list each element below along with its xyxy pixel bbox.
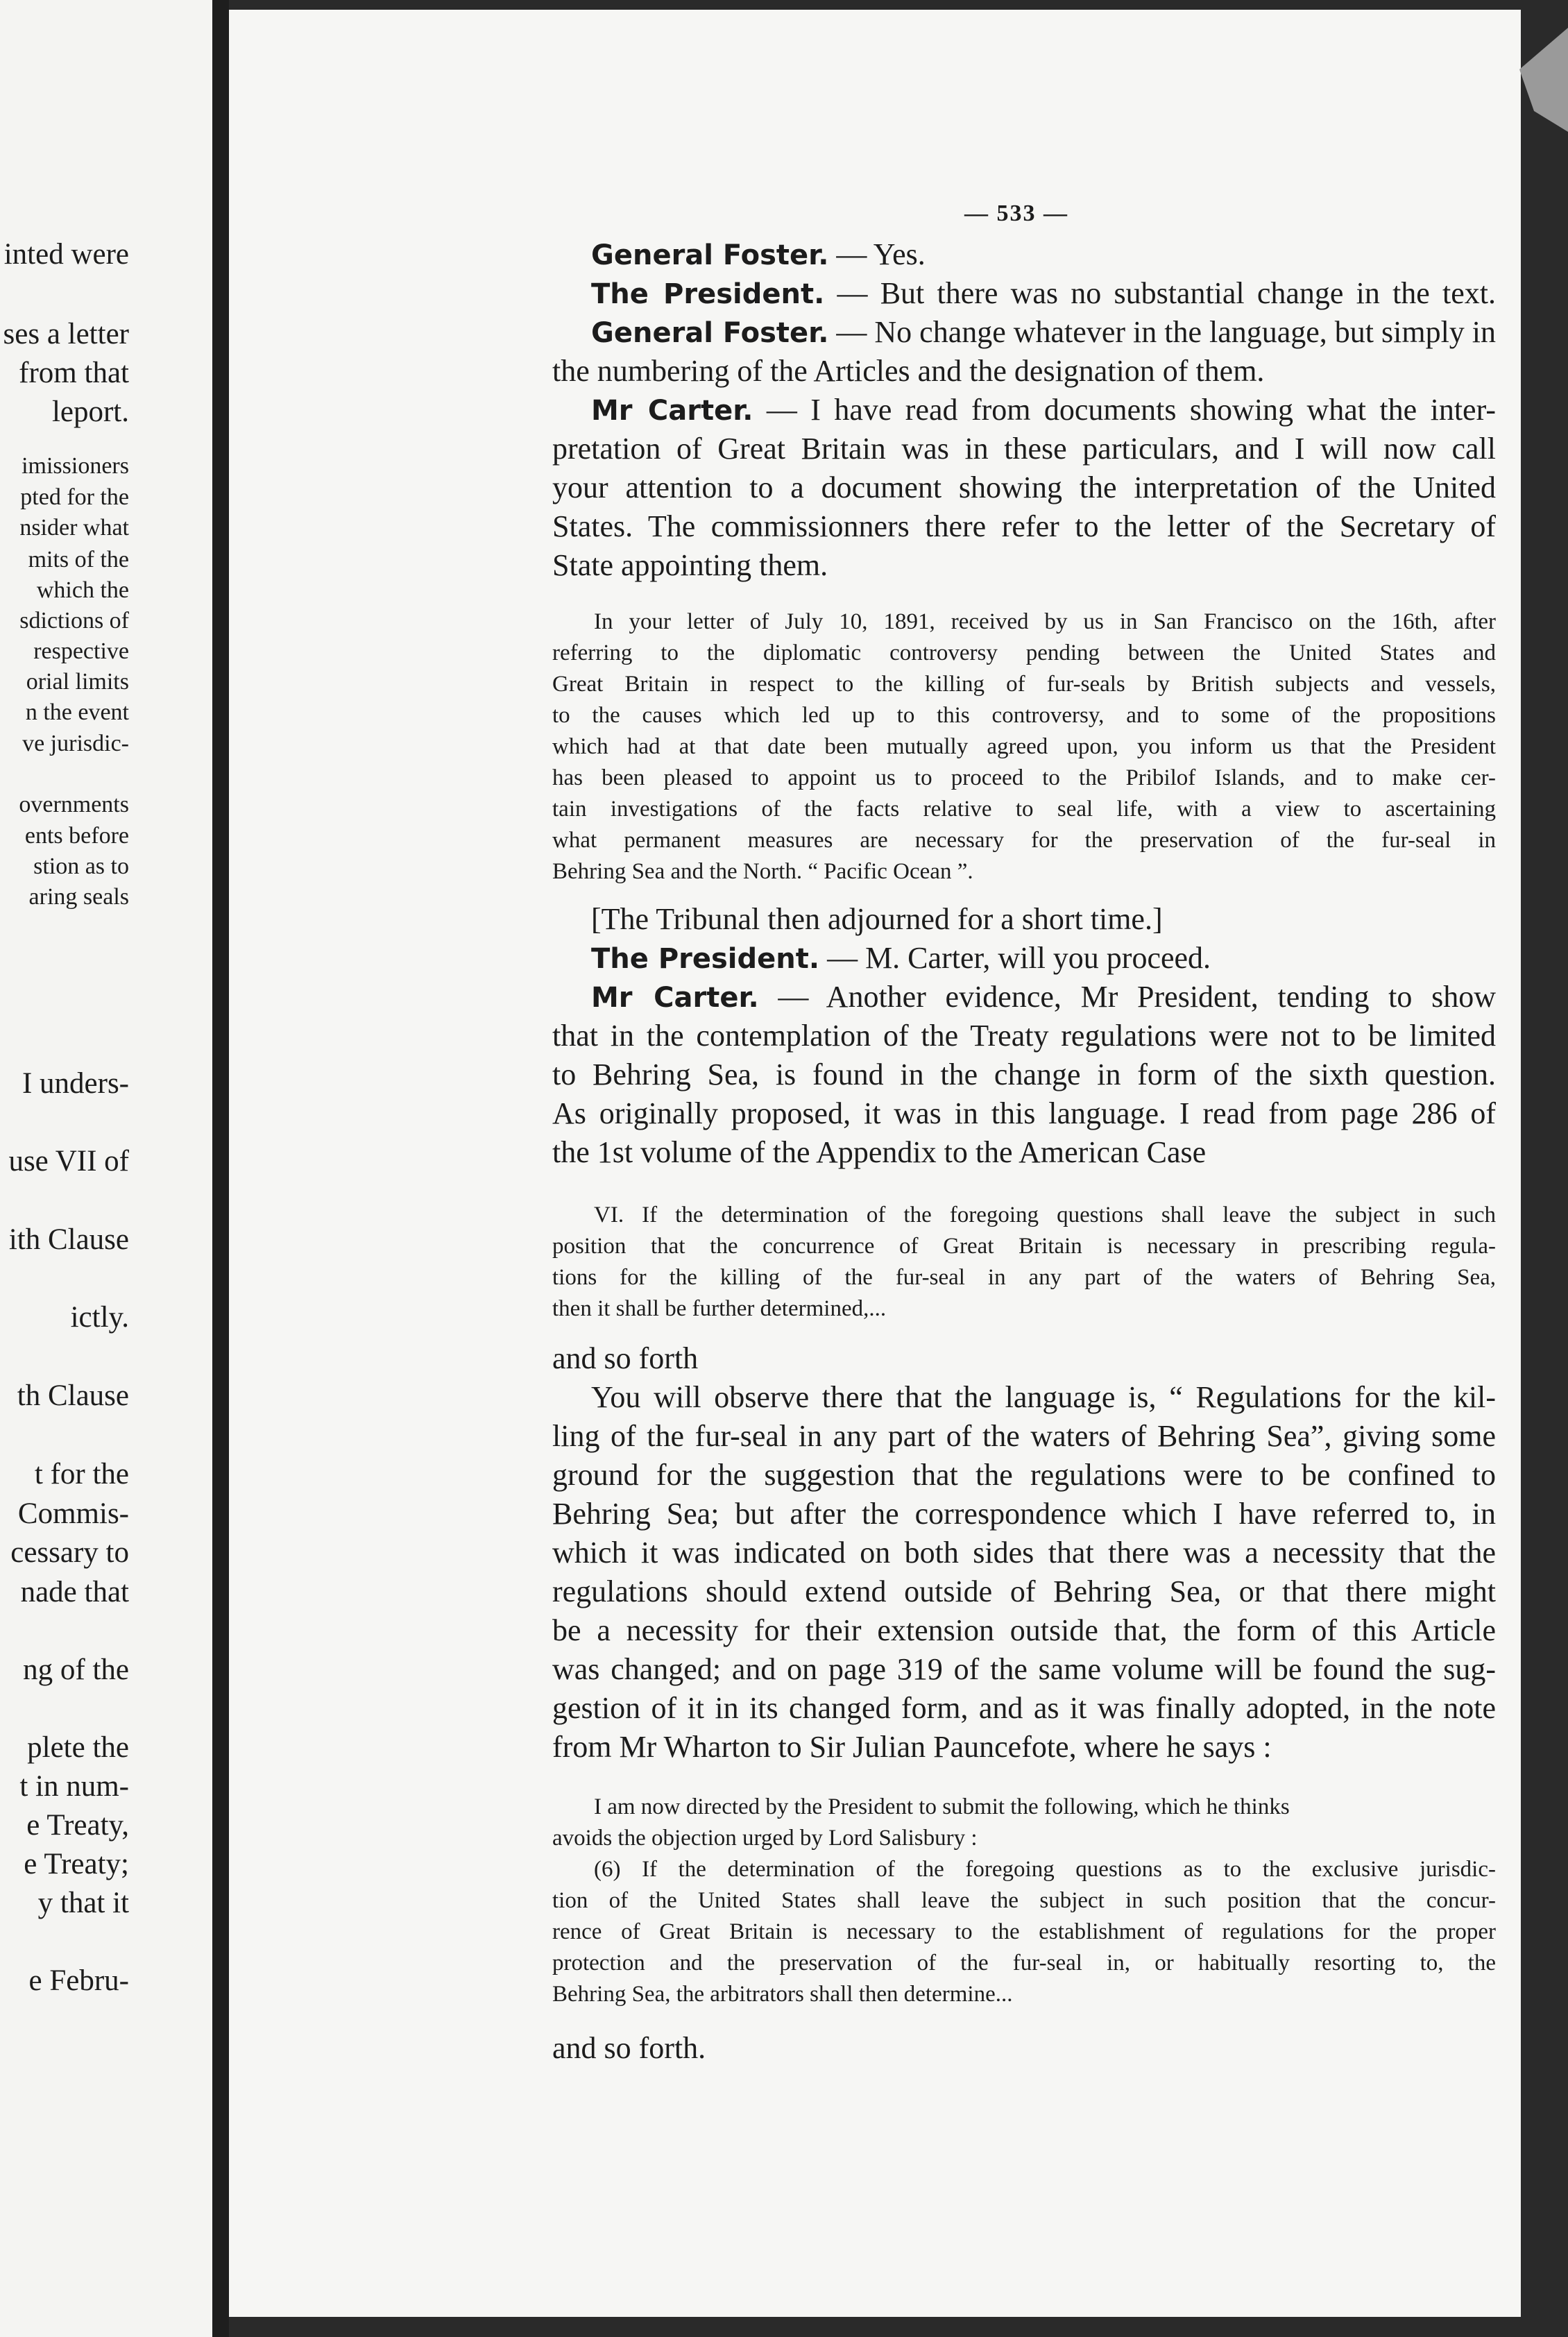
speaker-name: Mr Carter.: [591, 982, 759, 1014]
left-page-line: sdictions of: [19, 608, 129, 634]
left-page-line: e Treaty,: [26, 1809, 129, 1842]
quote-line: what permanent measures are necessary for the preservation of the fur-seal in: [552, 828, 1496, 853]
quotation-1: [552, 606, 1496, 887]
page-number: — 533 —: [964, 201, 1068, 226]
previous-page-edge: [0, 0, 212, 2337]
paragraph-line: which it was indicated on both sides that there was a necessity that the: [552, 1536, 1496, 1570]
paragraph-line: gestion of it in its changed form, and as it was finally adopted, in the note: [552, 1691, 1496, 1725]
quote-line: tion of the United States shall leave the subject in such position that the concur-: [552, 1888, 1496, 1913]
speaker-name: General Foster.: [591, 239, 829, 271]
left-page-line: stion as to: [33, 853, 129, 879]
paragraph-line: the 1st volume of the Appendix to the American Case: [552, 1135, 1207, 1169]
paragraph-line: States. The commissionners there refer to the letter of the Secretary of: [552, 509, 1496, 543]
quote-line: Behring Sea and the North. “ Pacific Ocean ”.: [552, 859, 973, 884]
speaker-name: The President.: [591, 943, 820, 975]
paragraph-line: [552, 939, 1496, 978]
quote-line: which had at that date been mutually agreed upon, you inform us that the President: [552, 734, 1496, 759]
dialogue-block-1: [552, 235, 1496, 585]
dialogue-block-2: [552, 900, 1496, 1172]
left-page-line: Commis-: [17, 1497, 129, 1530]
paragraph-line: your attention to a document showing the interpretation of the United: [552, 470, 1496, 504]
paragraph-line: Behring Sea; but after the correspondence which I have referred to, in: [552, 1497, 1496, 1531]
speech-text: — M. Carter, will you proceed.: [819, 941, 1211, 975]
left-page-line: imissioners: [22, 453, 129, 479]
closing-line: [552, 2029, 1496, 2068]
quote-line: then it shall be further determined,...: [552, 1296, 887, 1321]
quote-line: tions for the killing of the fur-seal in any part of the waters of Behring Sea,: [552, 1265, 1496, 1290]
speech-text: — I have read from documents showing what the inter-: [753, 393, 1496, 427]
left-page-line: plete the: [27, 1731, 129, 1764]
paragraph-line: [552, 235, 1496, 274]
paragraph-line: the numbering of the Articles and the designation of them.: [552, 354, 1265, 388]
left-page-line: overnments: [19, 792, 129, 817]
paragraph-line: and so forth: [552, 1341, 699, 1375]
quote-line: I am now directed by the President to submit the following, which he thinks: [594, 1794, 1290, 1819]
left-page-line: nsider what: [19, 515, 129, 541]
paragraph-line: from Mr Wharton to Sir Julian Pauncefote, where he says :: [552, 1730, 1272, 1764]
left-page-line: ictly.: [70, 1301, 129, 1334]
quote-line: tain investigations of the facts relative to seal life, with a view to ascertaining: [552, 797, 1496, 822]
stage-direction: [The Tribunal then adjourned for a short time.]: [591, 902, 1163, 936]
left-page-line: orial limits: [26, 669, 129, 695]
left-page-line: which the: [36, 577, 129, 603]
left-page-line: mits of the: [28, 547, 129, 572]
left-page-line: aring seals: [28, 884, 129, 910]
left-page-line: inted were: [3, 238, 129, 271]
left-page-line: ents before: [24, 823, 129, 849]
speech-text: — Yes.: [828, 237, 926, 271]
quote-line: rence of Great Britain is necessary to the establishment of regulations for the proper: [552, 1919, 1496, 1944]
speaker-name: General Foster.: [591, 317, 829, 349]
quote-line: VI. If the determination of the foregoing questions shall leave the subject in such: [594, 1203, 1496, 1227]
paragraph-line: pretation of Great Britain was in these particulars, and I will now call: [552, 432, 1496, 466]
paragraph-line: As originally proposed, it was in this language. I read from page 286 of: [552, 1096, 1496, 1130]
left-page-line: ve jurisdic-: [22, 731, 129, 756]
paragraph-line: to Behring Sea, is found in the change in form of the sixth question.: [552, 1057, 1496, 1091]
page: [229, 10, 1521, 2317]
quote-line: has been pleased to appoint us to proceed to the Pribilof Islands, and to make cer-: [552, 765, 1496, 790]
quote-line: (6) If the determination of the foregoing questions as to the exclusive jurisdic-: [594, 1857, 1496, 1882]
left-page-line: ng of the: [23, 1654, 129, 1686]
quote-line: Behring Sea, the arbitrators shall then determine...: [552, 1982, 1013, 2007]
speech-text: — But there was no substantial change in the text.: [824, 276, 1496, 310]
paragraph-line: You will observe there that the language is, “ Regulations for the kil-: [591, 1380, 1496, 1414]
left-page-line: leport.: [51, 396, 129, 428]
left-page-line: ses a letter: [3, 318, 129, 350]
left-page-line: e Febru-: [28, 1964, 129, 1997]
quote-line: avoids the objection urged by Lord Salisbury :: [552, 1826, 978, 1851]
speaker-name: Mr Carter.: [591, 395, 753, 427]
left-page-line: e Treaty;: [24, 1848, 129, 1880]
paragraph-line: [552, 274, 1496, 313]
quote-line: In your letter of July 10, 1891, received by us in San Francisco on the 16th, after: [594, 609, 1496, 634]
paragraph-line: ground for the suggestion that the regulations were to be confined to: [552, 1458, 1496, 1492]
paragraph-line: [552, 391, 1496, 430]
paragraph-line: [552, 978, 1496, 1017]
paragraph-block-3: [552, 1339, 1496, 1767]
book-gutter: [212, 0, 229, 2337]
paragraph-line: be a necessity for their extension outside that, the form of this Article: [552, 1613, 1496, 1647]
paragraph-line: that in the contemplation of the Treaty regulations were not to be limited: [552, 1019, 1496, 1053]
speech-text: — Another evidence, Mr President, tending to show: [758, 980, 1496, 1014]
left-page-line: I unders-: [22, 1067, 129, 1100]
paragraph-line: [552, 313, 1496, 352]
left-page-line: n the event: [25, 699, 129, 725]
left-page-line: nade that: [20, 1576, 129, 1608]
left-page-line: pted for the: [20, 484, 129, 510]
quote-line: Great Britain in respect to the killing of fur-seals by British subjects and vessels,: [552, 672, 1496, 697]
quotation-2: [552, 1200, 1496, 1325]
quote-line: referring to the diplomatic controversy pending between the United States and: [552, 640, 1496, 665]
quote-line: to the causes which led up to this controversy, and to some of the propositions: [552, 703, 1496, 728]
left-page-line: use VII of: [8, 1145, 129, 1178]
left-page-line: y that it: [37, 1887, 129, 1919]
paragraph-line: regulations should extend outside of Behring Sea, or that there might: [552, 1574, 1496, 1608]
quotation-3: [552, 1792, 1496, 2010]
left-page-line: cessary to: [10, 1536, 129, 1569]
paragraph-line: and so forth.: [552, 2031, 706, 2065]
paragraph-line: was changed; and on page 319 of the same volume will be found the sug-: [552, 1652, 1496, 1686]
speaker-name: The President.: [591, 278, 825, 310]
left-page-line: t in num-: [19, 1770, 129, 1803]
left-page-line: respective: [33, 638, 129, 664]
page-tab-corner: [1519, 28, 1568, 132]
quote-line: protection and the preservation of the fur-seal in, or habitually resorting to, the: [552, 1951, 1496, 1975]
paragraph-line: State appointing them.: [552, 548, 828, 582]
speech-text: — No change whatever in the language, but simply in: [828, 315, 1496, 349]
left-page-line: from that: [19, 357, 129, 389]
quote-line: position that the concurrence of Great Britain is necessary in prescribing regula-: [552, 1234, 1496, 1259]
left-page-line: ith Clause: [8, 1223, 129, 1256]
left-page-line: t for the: [34, 1458, 129, 1490]
left-page-line: th Clause: [17, 1379, 129, 1412]
paragraph-line: ling of the fur-seal in any part of the waters of Behring Sea”, giving some: [552, 1419, 1496, 1453]
